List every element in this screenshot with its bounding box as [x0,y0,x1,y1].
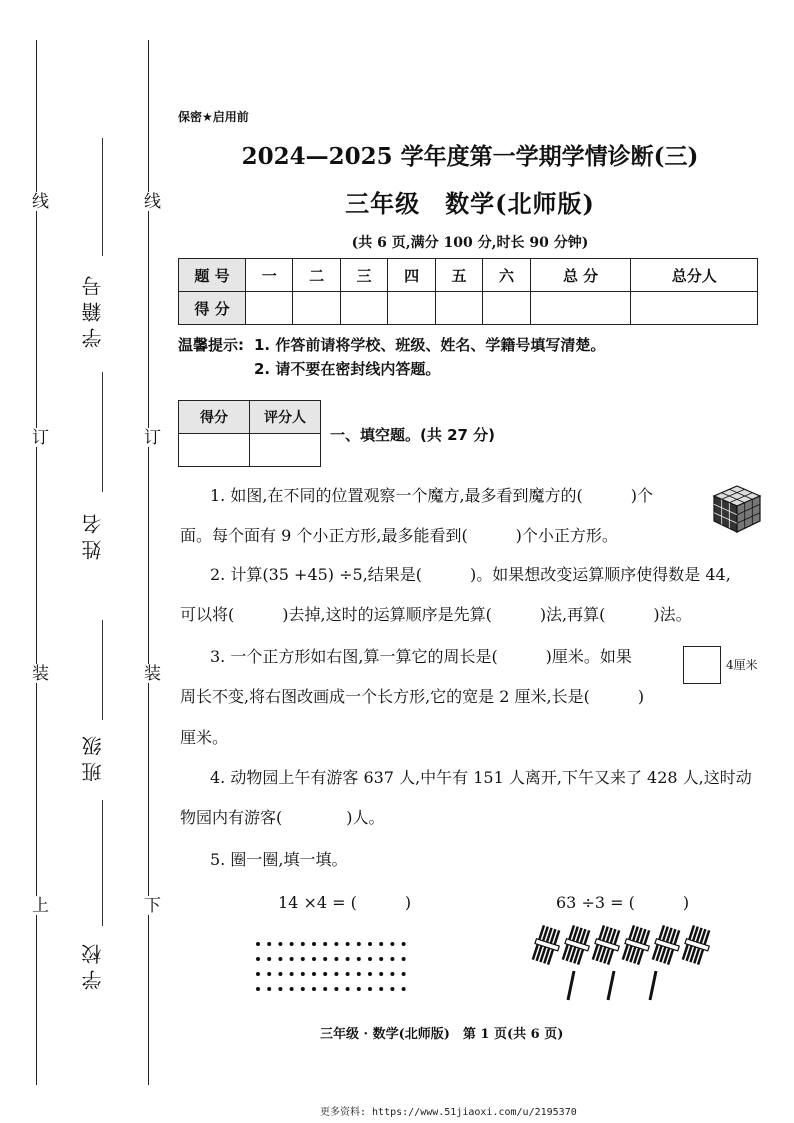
q1-line2: 面。每个面有 9 个小正方形,最多能看到( )个小正方形。 [180,526,618,545]
dot [334,987,338,991]
q5-line1: 5. 圈一圈,填一填。 [210,850,348,869]
field-label-school: 学校 [81,938,105,990]
dot [402,972,406,976]
dot [267,942,271,946]
dot [368,942,372,946]
score-cell[interactable] [435,292,482,325]
dot [301,957,305,961]
dot [368,987,372,991]
q4-line1: 4. 动物园上午有游客 637 人,中午有 151 人离开,下午又来了 428 人,这时动 [210,768,752,787]
dot [390,972,394,976]
dot [334,972,338,976]
seal-mark-outer-3: 装 [26,664,51,683]
dot [301,972,305,976]
dot [368,972,372,976]
dot [334,957,338,961]
score-col-4: 四 [388,259,435,292]
score-col-2: 二 [293,259,340,292]
field-line-school[interactable] [102,800,103,926]
score-table-row-label: 题 号 [179,259,246,292]
dot [390,942,394,946]
field-line-class[interactable] [102,620,103,720]
dot [312,972,316,976]
dot [312,957,316,961]
tip-2: 2. 请不要在密封线内答题。 [254,360,441,378]
q5-expression-multiply: 14 ×4 = ( ) [278,893,412,912]
score-cell[interactable] [530,292,631,325]
score-col-total: 总 分 [530,259,631,292]
grader-score-header: 得分 [179,401,250,434]
source-note: 更多资料: https://www.51jiaoxi.com/u/2195370 [320,1107,577,1118]
score-cell[interactable] [631,292,758,325]
dot [267,957,271,961]
field-label-class: 班级 [81,730,105,782]
score-row-label: 得 分 [179,292,246,325]
dot [278,942,282,946]
exam-subtitle: 三年级 数学(北师版) [345,189,595,218]
score-cell[interactable] [388,292,435,325]
dot [301,987,305,991]
grader-name-header: 评分人 [250,401,321,434]
seal-mark-outer-2: 订 [26,428,51,447]
dot [301,942,305,946]
dot [290,957,294,961]
stick-bundle [680,925,714,966]
dot [402,957,406,961]
score-col-scorer: 总分人 [631,259,758,292]
exam-info: (共 6 页,满分 100 分,时长 90 分钟) [351,235,589,251]
dot [379,972,383,976]
dot [323,972,327,976]
dot [334,942,338,946]
dot [323,987,327,991]
dot [357,957,361,961]
score-cell[interactable] [483,292,530,325]
seal-mark-outer-1: 线 [26,192,51,211]
tip-1: 1. 作答前请将学校、班级、姓名、学籍号填写清楚。 [254,336,606,354]
dot [278,957,282,961]
grader-score-cell[interactable] [179,434,250,467]
dot [256,972,260,976]
dot-array-figure [254,940,414,1000]
score-table [178,258,758,325]
stick-bundle [560,925,594,966]
q2-line1: 2. 计算(35 +45) ÷5,结果是( )。如果想改变运算顺序使得数是 44, [210,565,731,584]
q4-line2: 物园内有游客( )人。 [180,808,385,827]
seal-mark-inner-1: 线 [138,192,163,211]
dot [267,987,271,991]
dot [402,942,406,946]
dot [346,942,350,946]
q5-expression-divide: 63 ÷3 = ( ) [556,893,690,912]
score-col-1: 一 [246,259,293,292]
stick-bundle [650,925,684,966]
field-line-student-id[interactable] [102,138,103,256]
dot [290,972,294,976]
stick-bundle [620,925,654,966]
confidential-mark: 保密★启用前 [178,110,249,124]
dot [312,942,316,946]
grader-name-cell[interactable] [250,434,321,467]
dot [346,972,350,976]
score-cell[interactable] [293,292,340,325]
dot [368,957,372,961]
field-line-name[interactable] [102,372,103,492]
score-cell[interactable] [246,292,293,325]
dot [390,957,394,961]
exam-title: 2024—2025 学年度第一学期学情诊断(三) [241,143,699,170]
dot [290,987,294,991]
dot [267,972,271,976]
tips-label: 温馨提示: [178,336,244,354]
page-footer: 三年级 · 数学(北师版) 第 1 页(共 6 页) [320,1027,564,1042]
dot [379,957,383,961]
dot [323,942,327,946]
q3-line2: 周长不变,将右图改画成一个长方形,它的宽是 2 厘米,长是( ) [180,687,645,706]
q3-line1: 3. 一个正方形如右图,算一算它的周长是( )厘米。如果 [210,647,632,666]
q3-line3: 厘米。 [180,728,229,747]
rubiks-cube-icon [712,484,762,534]
dot [256,942,260,946]
stick-bundle [530,925,564,966]
dot [357,987,361,991]
q1-line1: 1. 如图,在不同的位置观察一个魔方,最多看到魔方的( )个 [210,486,654,505]
seal-mark-outer-4: 上 [26,896,51,915]
seal-mark-inner-3: 装 [138,664,163,683]
stick-bundle [590,925,624,966]
dot [357,972,361,976]
seal-mark-inner-4: 下 [138,896,163,915]
score-col-3: 三 [340,259,387,292]
score-table-score-row [179,292,758,325]
square-side-label: 4厘米 [726,658,758,672]
score-col-6: 六 [483,259,530,292]
dot [357,942,361,946]
dot [379,987,383,991]
seal-mark-inner-2: 订 [138,428,163,447]
score-table-header-row [179,259,758,292]
square-figure [683,646,721,684]
section-title: 一、填空题。(共 27 分) [330,426,496,444]
field-label-student-id: 学籍号 [81,270,105,348]
grader-table [178,400,321,467]
q2-line2: 可以将( )去掉,这时的运算顺序是先算( )法,再算( )法。 [180,605,692,624]
dot [379,942,383,946]
dot [323,957,327,961]
dot [256,987,260,991]
dot [390,987,394,991]
score-cell[interactable] [340,292,387,325]
dot [402,987,406,991]
dot [346,987,350,991]
dot [278,987,282,991]
stick-bundles-figure [526,925,716,1005]
dot [346,957,350,961]
field-label-name: 姓名 [81,508,105,560]
score-col-5: 五 [435,259,482,292]
dot [256,957,260,961]
dot [290,942,294,946]
dot [312,987,316,991]
dot [278,972,282,976]
